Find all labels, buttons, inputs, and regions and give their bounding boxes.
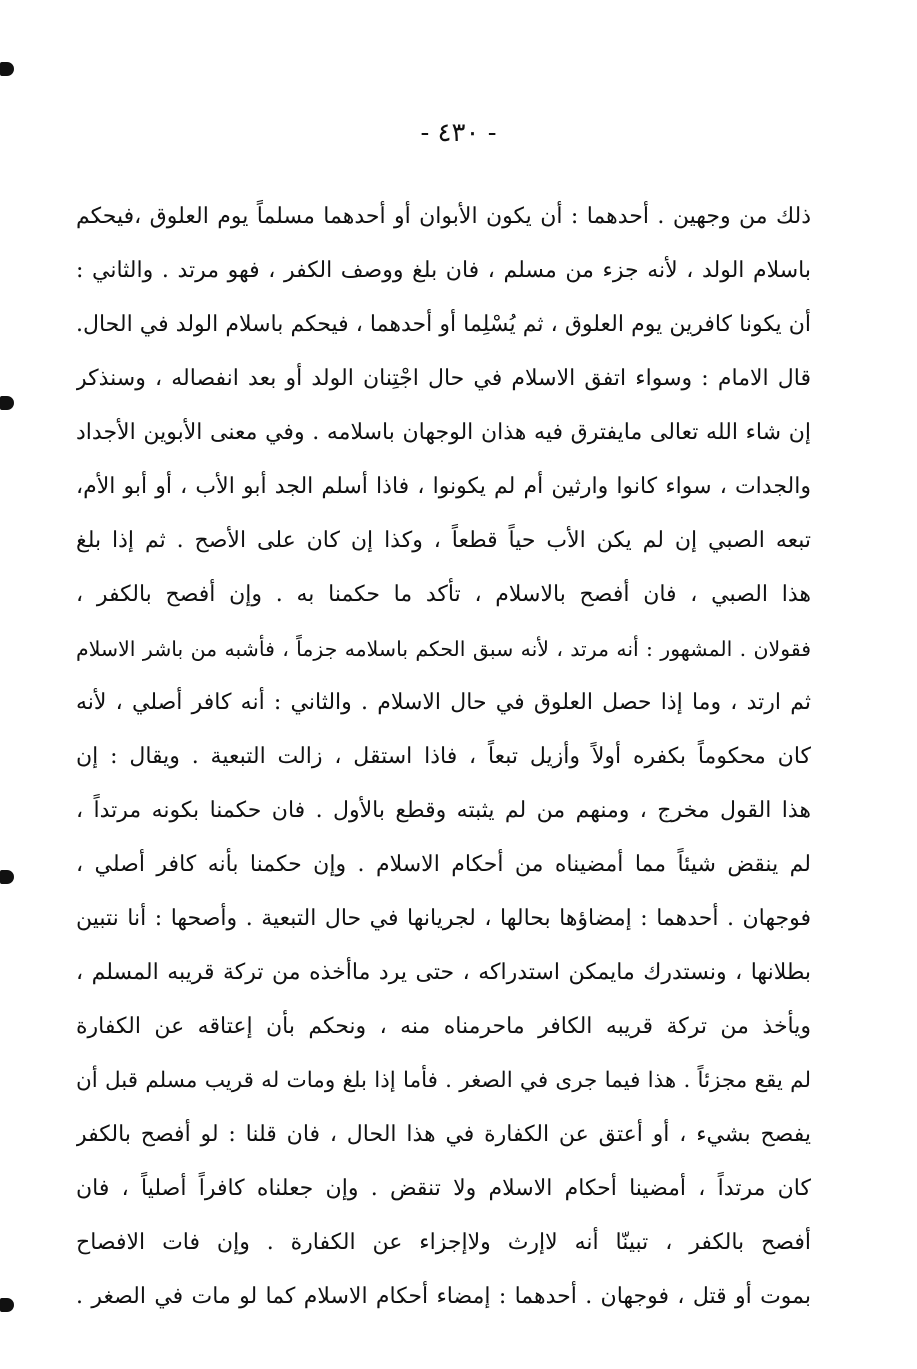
text-line: تبعه الصبي إن لم يكن الأب حياً قطعاً ، وكذا إن كان على الأصح . ثم إذا بلغ	[76, 528, 811, 553]
text-line: أن يكونا كافرين يوم العلوق ، ثم يُسْلِما أو أحدهما ، فيحكم باسلام الولد في الحال.	[76, 312, 811, 337]
text-line: فوجهان . أحدهما : إمضاؤها بحالها ، لجريانها في حال التبعية . وأصحها : أنا نتبين	[76, 906, 811, 931]
binding-mark	[0, 62, 14, 76]
text-line: فقولان . المشهور : أنه مرتد ، لأنه سبق الحكم باسلامه جزماً ، فأشبه من باشر الاسلام	[76, 637, 811, 661]
text-line: ذلك من وجهين . أحدهما : أن يكون الأبوان أو أحدهما مسلماً يوم العلوق ،فيحكم	[76, 204, 811, 229]
page-number: - ٤٣٠ -	[420, 118, 497, 148]
text-line: باسلام الولد ، لأنه جزء من مسلم ، فان بلغ ووصف الكفر ، فهو مرتد . والثاني :	[76, 258, 811, 283]
text-line: كان محكوماً بكفره أولاً وأزيل تبعاً ، فاذا استقل ، زالت التبعية . ويقال : إن	[76, 744, 811, 769]
text-line: كان مرتداً ، أمضينا أحكام الاسلام ولا تنقض . وإن جعلناه كافراً أصلياً ، فان	[76, 1176, 811, 1201]
text-line: لم ينقض شيئاً مما أمضيناه من أحكام الاسلام . وإن حكمنا بأنه كافر أصلي ،	[76, 852, 811, 877]
text-line: بطلانها ، ونستدرك مايمكن استدراكه ، حتى يرد ماأخذه من تركة قريبه المسلم ،	[76, 960, 811, 985]
text-line: هذا الصبي ، فان أفصح بالاسلام ، تأكد ما حكمنا به . وإن أفصح بالكفر ،	[76, 582, 811, 607]
text-line: إن شاء الله تعالى مايفترق فيه هذان الوجهان باسلامه . وفي معنى الأبوين الأجداد	[76, 420, 811, 445]
text-line: بموت أو قتل ، فوجهان . أحدهما : إمضاء أحكام الاسلام كما لو مات في الصغر .	[76, 1284, 811, 1309]
text-line: لم يقع مجزئاً . هذا فيما جرى في الصغر . فأما إذا بلغ ومات له قريب مسلم قبل أن	[76, 1068, 811, 1093]
body-text	[76, 190, 811, 1324]
binding-mark	[0, 1298, 14, 1312]
text-line: أفصح بالكفر ، تبينّا أنه لاإرث ولاإجزاء عن الكفارة . وإن فات الافصاح	[76, 1230, 811, 1255]
text-line: يفصح بشيء ، أو أعتق عن الكفارة في هذا الحال ، فان قلنا : لو أفصح بالكفر	[76, 1122, 811, 1147]
binding-mark	[0, 396, 14, 410]
text-line: هذا القول مخرج ، ومنهم من لم يثبته وقطع بالأول . فان حكمنا بكونه مرتداً ،	[76, 798, 811, 823]
text-line: والجدات ، سواء كانوا وارثين أم لم يكونوا ، فاذا أسلم الجد أبو الأب ، أو أبو الأم،	[76, 474, 811, 499]
text-line: ثم ارتد ، وما إذا حصل العلوق في حال الاسلام . والثاني : أنه كافر أصلي ، لأنه	[76, 690, 811, 715]
text-line: قال الامام : وسواء اتفق الاسلام في حال اجْتِنان الولد أو بعد انفصاله ، وسنذكر	[76, 366, 811, 391]
text-line: ويأخذ من تركة قريبه الكافر ماحرمناه منه ، ونحكم بأن إعتاقه عن الكفارة	[76, 1014, 811, 1039]
binding-mark	[0, 870, 14, 884]
